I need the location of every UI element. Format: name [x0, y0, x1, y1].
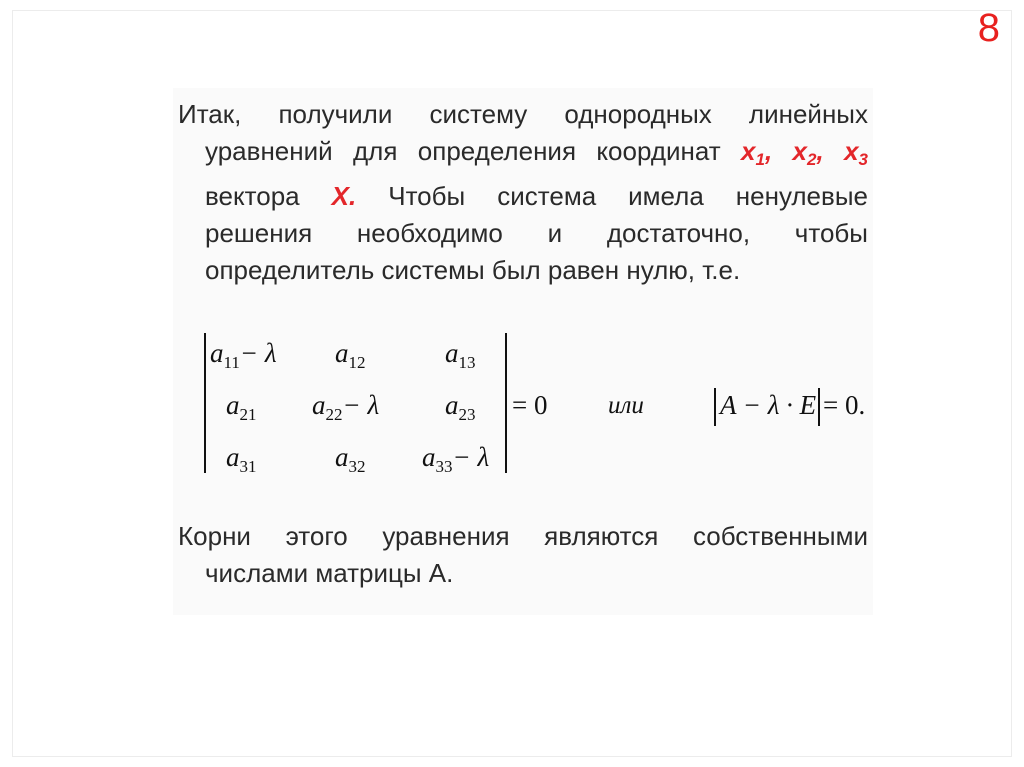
slide-number: 8: [977, 6, 1000, 50]
intro-line-3-text: вектора: [205, 181, 300, 211]
intro-line-3: [178, 178, 868, 215]
matrix-cell-21: $a_{21}$: [226, 390, 257, 424]
intro-line-3-rest: Чтобы система имела ненулевые: [388, 181, 868, 211]
determinant-right-bar: [505, 333, 507, 473]
short-form-left-bar: [714, 388, 716, 426]
intro-line-2-text: уравнений для определения координат: [205, 136, 721, 166]
vector-name: X.: [331, 181, 357, 211]
conclusion-paragraph: [178, 518, 868, 592]
or-word: или: [608, 392, 644, 419]
matrix-cell-12: $a_{12}$: [335, 338, 366, 372]
determinant-equals-zero: = 0: [512, 390, 548, 420]
short-form-equals-zero: = 0.: [823, 390, 866, 420]
matrix-cell-23: $a_{23}$: [445, 390, 476, 424]
conclusion-line-1: Корни этого уравнения являются собственными: [178, 521, 868, 551]
coord-x3: $x_3$: [844, 136, 868, 169]
intro-line-5: определитель системы был равен нулю, т.е.: [205, 255, 741, 285]
determinant-left-bar: [204, 333, 206, 473]
short-form-expression: A − λ · E: [720, 390, 817, 420]
intro-line-1: Итак, получили систему однородных линейных: [178, 99, 868, 129]
matrix-cell-11: $a_{11}- \lambda$: [210, 338, 277, 372]
matrix-cell-32: $a_{32}$: [335, 442, 366, 476]
intro-line-4: решения необходимо и достаточно, чтобы: [205, 218, 868, 248]
intro-paragraph: [178, 96, 868, 289]
intro-line-2: уравнений для определения координат $x_1$, $x_2$, $x_3$: [205, 136, 868, 169]
matrix-cell-13: $a_{13}$: [445, 338, 476, 372]
coord-x2: $x_2$: [792, 136, 817, 169]
matrix-cell-31: $a_{31}$: [226, 442, 257, 476]
conclusion-line-2: числами матрицы А.: [205, 558, 454, 588]
matrix-cell-22: $a_{22}- \lambda$: [312, 390, 380, 424]
short-form-right-bar: [818, 388, 820, 426]
matrix-cell-33: $a_{33}- \lambda$: [422, 442, 490, 476]
coord-x1: $x_1$: [741, 136, 765, 169]
